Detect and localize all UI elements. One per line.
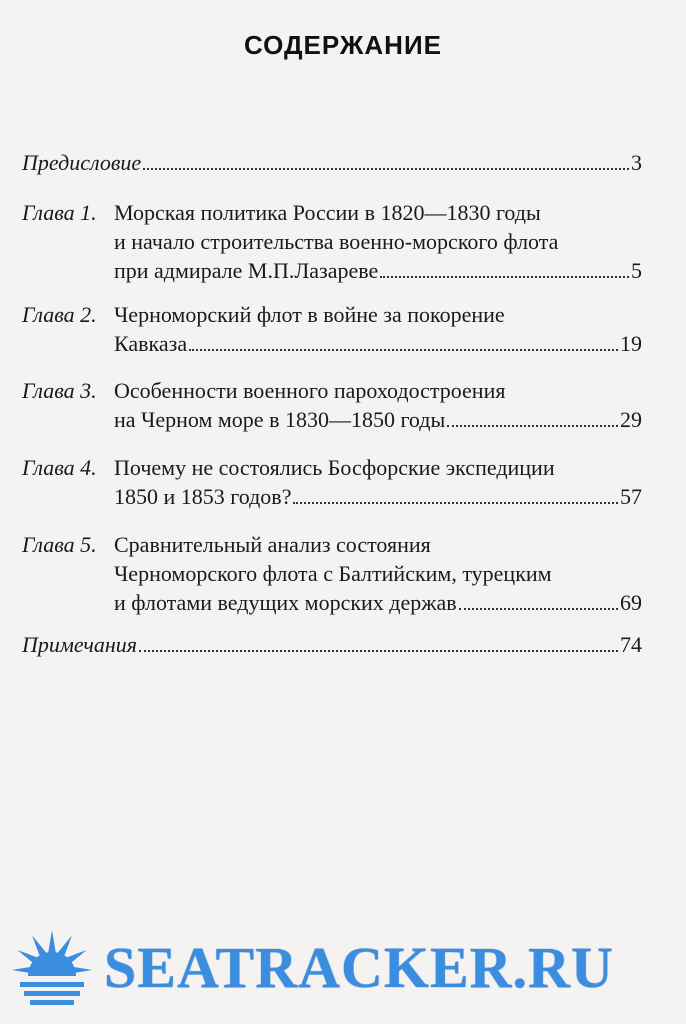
- toc-page-number: 29: [620, 407, 642, 432]
- chapter-label: Глава 3.: [22, 378, 97, 403]
- chapter-label: Глава 4.: [22, 455, 97, 480]
- chapter-label: Глава 2.: [22, 302, 97, 327]
- toc-entry-label: Примечания: [22, 632, 138, 657]
- toc-line: [22, 256, 642, 285]
- chapter-title-line: 1850 и 1853 годов?: [114, 484, 292, 509]
- toc-page-number: 69: [620, 590, 642, 615]
- toc-entry-chapter-1[interactable]: [22, 198, 642, 285]
- dot-leader: [293, 502, 618, 504]
- dot-leader: [380, 276, 629, 278]
- chapter-title-line: Почему не состоялись Босфорские экспедиции: [114, 455, 555, 480]
- chapter-title-line: Особенности военного пароходостроения: [114, 378, 506, 403]
- toc-page-number: 5: [631, 258, 642, 283]
- page-title: СОДЕРЖАНИЕ: [244, 30, 442, 60]
- chapter-label: Глава 1.: [22, 200, 97, 225]
- chapter-title-line: Кавказа: [114, 331, 188, 356]
- chapter-title-line: при адмирале М.П.Лазареве: [114, 258, 379, 283]
- chapter-title-line: на Черном море в 1830—1850 годы: [114, 407, 446, 432]
- watermark: [0, 920, 686, 1024]
- toc-page-number: 57: [620, 484, 642, 509]
- toc-entry-preface[interactable]: [22, 148, 642, 177]
- toc-line: [22, 630, 642, 659]
- sun-waves-icon: [6, 924, 98, 1016]
- dot-leader: [459, 608, 618, 610]
- toc-line: [22, 227, 642, 256]
- toc-line: [22, 559, 642, 588]
- toc-line: [22, 405, 642, 434]
- toc-entry-chapter-2[interactable]: [22, 300, 642, 358]
- toc-line: [22, 482, 642, 511]
- chapter-title-line: Черноморский флот в войне за покорение: [114, 302, 505, 327]
- toc-line: [22, 453, 642, 482]
- toc-entry-notes[interactable]: [22, 630, 642, 659]
- toc-line: [22, 148, 642, 177]
- dot-leader: [447, 425, 618, 427]
- toc-line: [22, 588, 642, 617]
- toc-entry-chapter-4[interactable]: [22, 453, 642, 511]
- dot-leader: [189, 349, 618, 351]
- chapter-title-line: Черноморского флота с Балтийским, турецким: [114, 561, 552, 586]
- chapter-title-line: и флотами ведущих морских держав: [114, 590, 457, 615]
- chapter-label: Глава 5.: [22, 532, 97, 557]
- toc-line: [22, 376, 642, 405]
- toc-line: [22, 530, 642, 559]
- toc-page-number: 19: [620, 331, 642, 356]
- watermark-text: SEATRACKER.RU: [104, 935, 614, 1000]
- toc-line: [22, 198, 642, 227]
- toc-page-number: 3: [631, 150, 642, 175]
- chapter-title-line: Сравнительный анализ состояния: [114, 532, 431, 557]
- toc-line: [22, 300, 642, 329]
- dot-leader: [143, 168, 629, 170]
- toc-entry-chapter-5[interactable]: [22, 530, 642, 617]
- toc-line: [22, 329, 642, 358]
- toc-entry-chapter-3[interactable]: [22, 376, 642, 434]
- dot-leader: [139, 650, 618, 652]
- toc-entry-label: Предисловие: [22, 150, 142, 175]
- toc-page-number: 74: [620, 632, 642, 657]
- chapter-title-line: Морская политика России в 1820—1830 годы: [114, 200, 541, 225]
- chapter-title-line: и начало строительства военно-морского флота: [114, 229, 559, 254]
